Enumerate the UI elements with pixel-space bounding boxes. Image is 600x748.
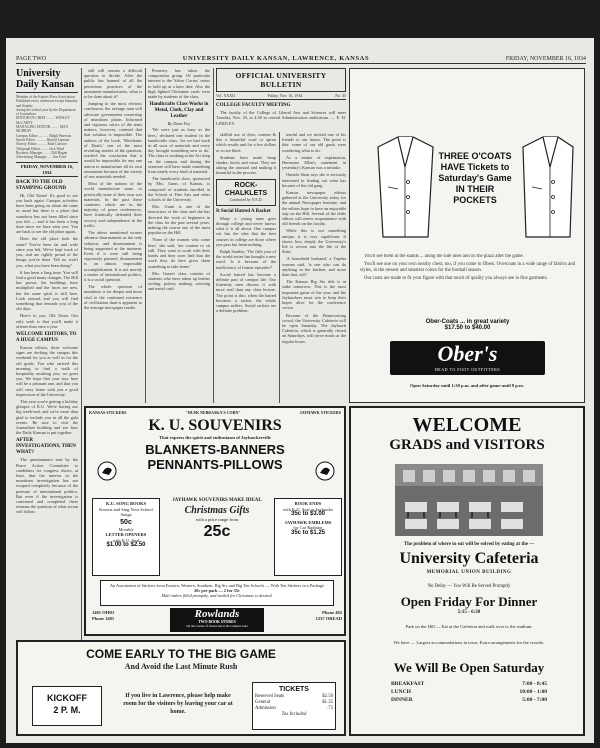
article-paragraph: Social hatred has become a definite part of campus life. Our fraternity men discuss it with more zeal than any class lecture. The point is this: when the hatred becomes a racket, the whole campus suffers. Social rackets are a definite problem.: [216, 271, 276, 314]
editorial-paragraph: This year you're getting a holiday glimpse of K.U. We're having our big week-end, and we're more than glad to include you in all the gala events. Be sure to visit the Journalism building and see how the Daily Kansan is put together.: [16, 398, 78, 436]
ad-headline: [435, 151, 515, 206]
editorial-heading: AFTER INVESTIGATIONS, THEN WHAT?: [16, 438, 76, 456]
issue-date: FRIDAY, NOVEMBER 16, 1934: [505, 56, 586, 62]
article-paragraph: As a matter of explanation, Hermoine Ellen's statement in yesterday's Kansan was a mistake.: [282, 154, 346, 171]
article-paragraph: skillful use of dyes, content & this a beautiful scarf or apron which results and for a few dollars or so are liked.: [216, 132, 276, 153]
ad-body-paragraph: You'll see them in the stands ... along the side lines and on the plaza after the game.: [364, 254, 524, 259]
editorial-nameplate: University Daily Kansan: [16, 68, 75, 90]
kickoff-label: KICKOFF: [47, 693, 87, 703]
article-paragraph: Mrs. Gunn is one of the instructors of the class and she has directed the work of beginners in the class for the past several years, making the course one of the most popular on the Hill.: [148, 204, 210, 236]
kickoff-box: [32, 686, 102, 726]
ticket-prices: [255, 694, 333, 712]
column-1: [16, 68, 78, 708]
address-left: [92, 610, 152, 622]
friday-hours: 5:15 - 6:30: [457, 610, 481, 615]
article-paragraph: While this is not something unique, it is very significant. It shows how deeply the University's life is woven into the life of the State.: [282, 228, 346, 255]
box-subtitle: LETTER OPENERS: [105, 532, 147, 537]
bookends-box: [274, 498, 342, 576]
article-paragraph: Mrs. Gunn's class consists of students who have taken up leather tooling, pottery making, weaving and metal craft.: [148, 270, 210, 292]
box-monthly: Monthly: [118, 526, 134, 532]
staff-line: Business Manager ........ Bill Hagen: [16, 150, 68, 155]
article-paragraph: 'We were just as busy as the bees,' declared one student in the handicrafts class, 'for we had work in all sorts of materials and every day brought something new to do.' The class is working at the Art shop on the campus and during the semester will have made something from nearly every kind of material.: [148, 127, 210, 175]
editorial-date: FRIDAY, NOVEMBER 16, 1934: [16, 162, 78, 176]
staff-line: Campus Editor ........... Ralph Paterson: [16, 133, 72, 138]
column-2: [84, 68, 142, 403]
bulletin-subline: [216, 92, 346, 100]
souvenirs-subtitle: That express the spirit and enthusiasm of Jayhawkerville: [159, 435, 271, 440]
pennants-pillows: PENNANTS-PILLOWS: [147, 457, 283, 472]
ticket-type: General: [255, 700, 271, 705]
box-title: K.U. SONG BOOKS: [105, 501, 146, 506]
article-paragraph: Ralph Stanley: 'The fifth year of the world series has brought a new word. Is it because of the inefficiency of former episodes?': [216, 249, 276, 270]
article-paragraph: tearful and we invited one of his friends to our house. The point is this: some of our old grads were wondering what to do.: [282, 132, 346, 153]
ticket-price: $2.50: [322, 694, 333, 699]
meal-row: [391, 696, 547, 704]
christmas-gifts-box: [166, 498, 268, 576]
meal-row: [391, 680, 547, 688]
lawrence-residents-note: If you live in Lawrence, please help make room for the visitors by leaving your car at home.: [123, 693, 233, 715]
column-5: [282, 132, 346, 403]
box-subtitle-2: with K.U. Seal: [112, 537, 140, 543]
box-price: 25c: [203, 523, 231, 540]
banner-left: KANSAS STICKERS: [89, 410, 127, 415]
ticket-price: $1.25: [322, 700, 333, 705]
ad-price: [360, 319, 575, 331]
logo-text: Ober's: [437, 341, 498, 366]
column-3: [148, 68, 210, 403]
game-subheadline: And Avoid the Last Minute Rush: [124, 662, 238, 671]
newspaper-page: [6, 38, 594, 743]
cafeteria-name: University Cafeteria: [399, 550, 539, 567]
assortment-price: 20c per pack — 2 for 35c: [194, 588, 240, 594]
kickoff-time: 2 P. M.: [53, 705, 81, 715]
article-headline: It Social Hatred A Racket: [216, 208, 271, 214]
meal-time: 10:00 - 1:00: [519, 689, 547, 695]
bulletin-notice: The faculty of the College of Liberal Arts and Sciences will meet Tuesday, Nov. 20, at 4:30 in central Administration auditorium. — E. H. LINDLEY.: [216, 110, 346, 126]
editorial-heading: WELCOME EDITORS, TO A HUGE CAMPUS: [16, 331, 77, 343]
meal-row: [391, 688, 547, 696]
article-paragraph: Pomeroy has taken the composition group. Of particular interest is the 'Silver Cactus' series to hold up at a later date. Also the high lighted Christmas cards were made by students of the class.: [148, 68, 210, 100]
staff-box: [16, 95, 78, 159]
staff-line: Telegraph Editor ........ Jack Ward: [16, 146, 65, 151]
ad-body: [360, 254, 575, 314]
welcome-heading: WELCOME: [412, 414, 522, 436]
banner-center: "HUSK NEBRASKA'S CORN": [185, 410, 241, 415]
parking-note: Park on the Hill — Eat at the Cafeteria and walk over to the stadium.: [405, 624, 533, 629]
price-line: Ober-Coats ... in great variety: [425, 319, 510, 325]
tickets-box: [252, 682, 336, 730]
meal-time: 5:00 - 7:00: [522, 697, 547, 703]
banner-right: JAYHAWK STICKERS: [299, 410, 341, 415]
university-cafeteria-ad: [349, 406, 585, 736]
editorial-paragraph: Here's to you, Old Timer. Our only wish is that you'll make it oftener than once a year.: [16, 313, 78, 329]
box-title-2: JAYHAWK EMBLEMS: [284, 519, 332, 525]
box-price-2: 35c to $1.25: [290, 529, 326, 536]
grads-visitors-heading: GRADS and VISITORS: [389, 437, 545, 453]
accommodations-note: We have — Largest accommodations in town. Extra arrangements for the crowds.: [393, 640, 545, 645]
meal-time: 7:00 - 8:45: [522, 681, 547, 687]
obers-logo: [390, 341, 545, 375]
staff-line: MANAGING EDITOR ......... MAX MURRAY: [16, 125, 69, 134]
address-right: [282, 610, 342, 622]
store-hours: Open Saturday until 1:30 p.m. and after game until 9 p.m.: [409, 383, 524, 388]
box-price: 35c to $3.00: [290, 511, 326, 517]
box-body: Known and Sing Your School Songs: [99, 506, 153, 517]
article-paragraph: Most of the nations of the world manufacture none, or practically none of their own war materials. In the past these countries, which are in the majority of peace conferences, have frantically defended their secrecy and independence in the traffic.: [84, 181, 142, 228]
meal-name: LUNCH: [391, 689, 411, 695]
staff-line: Member of the Kansas Press Association: [16, 95, 75, 99]
box-price-2: $1.00 to $2.50: [106, 542, 146, 548]
ku-souvenirs-ad: [84, 406, 346, 636]
article-paragraph: Outside Sinai says she is seriously interested in finding out what has become of the old gang.: [282, 172, 346, 188]
editorial-paragraph: Does the old place look the same? You've been far and wide since you left. We've kept track of you, and are rightly proud of the things you've done. Tell us, won't you, what you have been doing?: [16, 236, 78, 268]
songbook-box: [92, 498, 160, 576]
editorial-paragraph: Kansas editors, three welcome signs are decking the campus this weekend for you as well as for the old grads. You who arrived this morning to find a walk of hospitality awaiting you, we greet you. We hope that your stay here will be a pleasant one, and that you will carry home with you a good impression of the University.: [16, 344, 78, 397]
box-title: JAYHAWK SOUVENIRS MAKE IDEAL: [172, 498, 262, 503]
article-paragraph: Kansas newspaper editors gathered at the University today for the annual Newspaper Institute, and the editors hope to have an enjoyable stay on the Hill. Several of the older editors will renew acquaintance with old friends on the faculty.: [282, 190, 346, 227]
ad-body-paragraph: Our coats are made to fit your figure with that touch of quality you always see in fine garments.: [364, 276, 548, 281]
mail-orders: Mail orders filled promptly, and mailed for Christmas is desired.: [161, 593, 273, 599]
staff-line: Society Editor .......... Ruth Carlson: [16, 142, 67, 147]
column-logo-box: [216, 179, 276, 206]
editorial-heading: BACK TO THE OLD STAMPING GROUND: [16, 179, 67, 191]
ticket-price: .75: [327, 706, 333, 711]
christmas-gifts: Christmas Gifts: [184, 505, 250, 516]
open-saturday: We Will Be Open Saturday: [393, 660, 545, 675]
article-paragraph: Many a young man goes through college and never knows what it is all about. One campus wit has the idea that the best courses in college are those where you pass but learn nothing.: [216, 215, 276, 247]
editorial-paragraph: It has been a long time. You will find a good many changes. The Hill has grown, the buildings have multiplied and the faces are new, but the same spirit is still here. Look around, and you will find something that reminds you of the old days.: [16, 269, 78, 312]
article-paragraph: Jumping to the most obvious conclusion, the average man will advocate government ownership of munitions plants. Informed and vigorous critics of the arms makers, however, contend that that solution is impossible. The authors of the book, 'Merchants of Death,' one of the most revealing studies of the question, reached the conclusion that it would be impossible for any one nation to manufacture all its own armaments because of the variety of raw materials needed.: [84, 101, 142, 180]
article-paragraph: The whole question of munitions is far deeper and more vital to the continued existence of civilization than is apparent to the average newspaper reader.: [84, 284, 142, 310]
article-paragraph: The above mentioned writers advance disarmament as the only solution, and disarmament is being supported at the moment. Even if it were still being vigorously pursued, disarmament is an almost impossible accomplishment. It is not merely a matter of international politics, it is a social question.: [84, 230, 142, 282]
souvenirs-title: K. U. SOUVENIRS: [148, 417, 282, 434]
article-paragraph: Because of the Homecoming crowd, the University Cafeteria will be open Saturday. The Jayhawk Cafeteria, which is generally closed on Saturdays, will serve meals at the regular hours.: [282, 312, 346, 344]
article-paragraph: Students have made lamp shades, bowls and vases. They are taking the unusual and making it beautiful in the process.: [216, 154, 276, 176]
bulletin-title: OFFICIAL UNIVERSITY BULLETIN: [216, 68, 346, 92]
tickets-title: TICKETS: [279, 686, 309, 693]
column-logo: ROCK-CHALKLETS: [224, 181, 268, 197]
box-body: with a price range from: [195, 517, 239, 522]
blankets-banners: BLANKETS-BANNERS: [145, 442, 285, 457]
store-sub: TWO BOOK STORES: [198, 620, 236, 624]
address-line: 1401 OHIO: [92, 610, 115, 615]
article-paragraph: 'None of the women who come here,' she said, 'are content to sit still. They want to work with their hands and they soon find that the work they do here gives them something to take home.': [148, 237, 210, 269]
box-body: with K.U. Seal or Jayhawks: [282, 506, 334, 512]
ticket-type: Admission: [255, 706, 276, 711]
column-byline: Conducted by N.E.D.: [229, 197, 263, 202]
meal-schedule: [391, 680, 547, 704]
bulletin-volume: Vol. XXXII: [216, 93, 235, 98]
box-body-2: for Car Radiator: [293, 525, 323, 530]
tax-note: Tax Included: [281, 712, 307, 717]
ad-headline-text: THREE O'COATS HAVE Tickets to Saturday's Game IN THEIR POCKETS: [438, 151, 512, 205]
game-headline: COME EARLY TO THE BIG GAME: [86, 647, 276, 661]
rowlands-logo: [170, 608, 264, 632]
bulletin-date: Friday, Nov. 16, 1934: [267, 93, 303, 98]
editorial-paragraph: The questionnaire sent by the Peace Action Committee to candidates for congress shows, at least, that the interest in the munitions investigation has not escaped completely because of the pressure of international politics. But even if the investigation is continued and completed there remains the question of what action will follow.: [16, 457, 78, 515]
paper-title: UNIVERSITY DAILY KANSAN, LAWRENCE, KANSAS: [182, 55, 370, 62]
address-line: 1237 OREAD: [315, 616, 342, 621]
price-range: $17.50 to $40.00: [444, 325, 491, 331]
meal-name: DINNER: [391, 697, 413, 703]
byline: By Dean Fay: [167, 121, 191, 127]
big-game-ad: [16, 640, 346, 736]
page-number: PAGE TWO: [16, 56, 47, 62]
box-title: BOOK ENDS: [294, 501, 322, 506]
cafeteria-photo: [395, 464, 543, 536]
staff-line: during the school year by the Department of Journalism: [16, 107, 76, 117]
jayhawk-icon: [314, 460, 336, 482]
editorial-paragraph: Hi, Old Timer! It's good to see you back again. Campus activities have been going on about the same as usual but there is a place that somehow has not been filled since you left — and it has been a long time since we have seen you. You are back to see the old place again.: [16, 192, 78, 235]
article-paragraph: The handicrafts class, sponsored by Mrs. Gunn, of Kansas, is composed of students enrolled in the School of Fine Arts and other schools of the University.: [148, 176, 210, 203]
phone-line: Phone 492: [322, 610, 342, 615]
phone-line: Phone 1401: [92, 616, 115, 621]
jayhawk-icon: [96, 460, 118, 482]
assortment-text: An Assortment of Stickers from Eastern, Western, Southern, Big Six and Big Ten Schools — With Ten Stickers in a Package: [109, 583, 325, 588]
store-sub-2: On the Corner of Oread and at the Campus Gate: [186, 624, 248, 628]
staff-line: Sports Editor ........... Harold Lamson: [16, 137, 70, 142]
ticket-type: Reserved Seats: [255, 694, 285, 699]
no-delay: No Delay — You Will Be Served Promptly: [427, 584, 511, 589]
column-4: [216, 132, 276, 403]
staff-line: Published every afternoon except Saturday and Sunday: [16, 99, 78, 108]
masthead: [16, 52, 586, 64]
staff-line: Advertising Manager ..... Jim Ford: [16, 155, 66, 160]
logo-subtitle: HEAD TO FOOT OUTFITTERS: [434, 367, 501, 372]
store-name: Rowlands: [194, 608, 240, 620]
ad-body-paragraph: You'll see one on your own nearby chest, too, if you come to Obers. Overcoats in a wide range of fabrics and styles, in the newest and smartest colors for the football season.: [360, 262, 575, 273]
obers-overcoat-ad: [349, 68, 585, 403]
article-paragraph: The Kansas Big Six title is at stake tomorrow. This is the most important game of the year, and the Jayhawkers must win to keep their hopes alive for the conference crown.: [282, 279, 346, 311]
article-headline: Handicrafts Class Works in Metal, Cloth, Clay and Leather: [149, 102, 209, 120]
ad-top-text: [353, 72, 581, 124]
article-paragraph: still will remain a difficult question to decide. After the public has learned of all the pernicious practices of the armament manufacturers, what is to be done about it?: [84, 68, 142, 100]
building-name: MEMORIAL UNION BUILDING: [426, 570, 512, 575]
article-paragraph: 'A household husband,' a Topeka woman said, 'is one who can do anything in the kitchen, and more than that, will.': [282, 256, 346, 278]
open-friday: Open Friday For Dinner: [400, 594, 538, 609]
box-price: 50c: [120, 518, 132, 526]
bulletin-heading: COLLEGE FACULTY MEETING: [216, 103, 291, 109]
staff-line: EDITOR-IN-CHIEF ......... WESLEY McCARTY: [16, 116, 70, 125]
bulletin-number: No. 45: [335, 93, 346, 98]
stickers-assortment: [100, 580, 334, 606]
meal-name: BREAKFAST: [391, 681, 425, 687]
sticker-banner: [86, 408, 344, 417]
official-bulletin: [216, 68, 346, 128]
caption: The problem of where to eat will be solved by eating at the —: [403, 542, 535, 547]
